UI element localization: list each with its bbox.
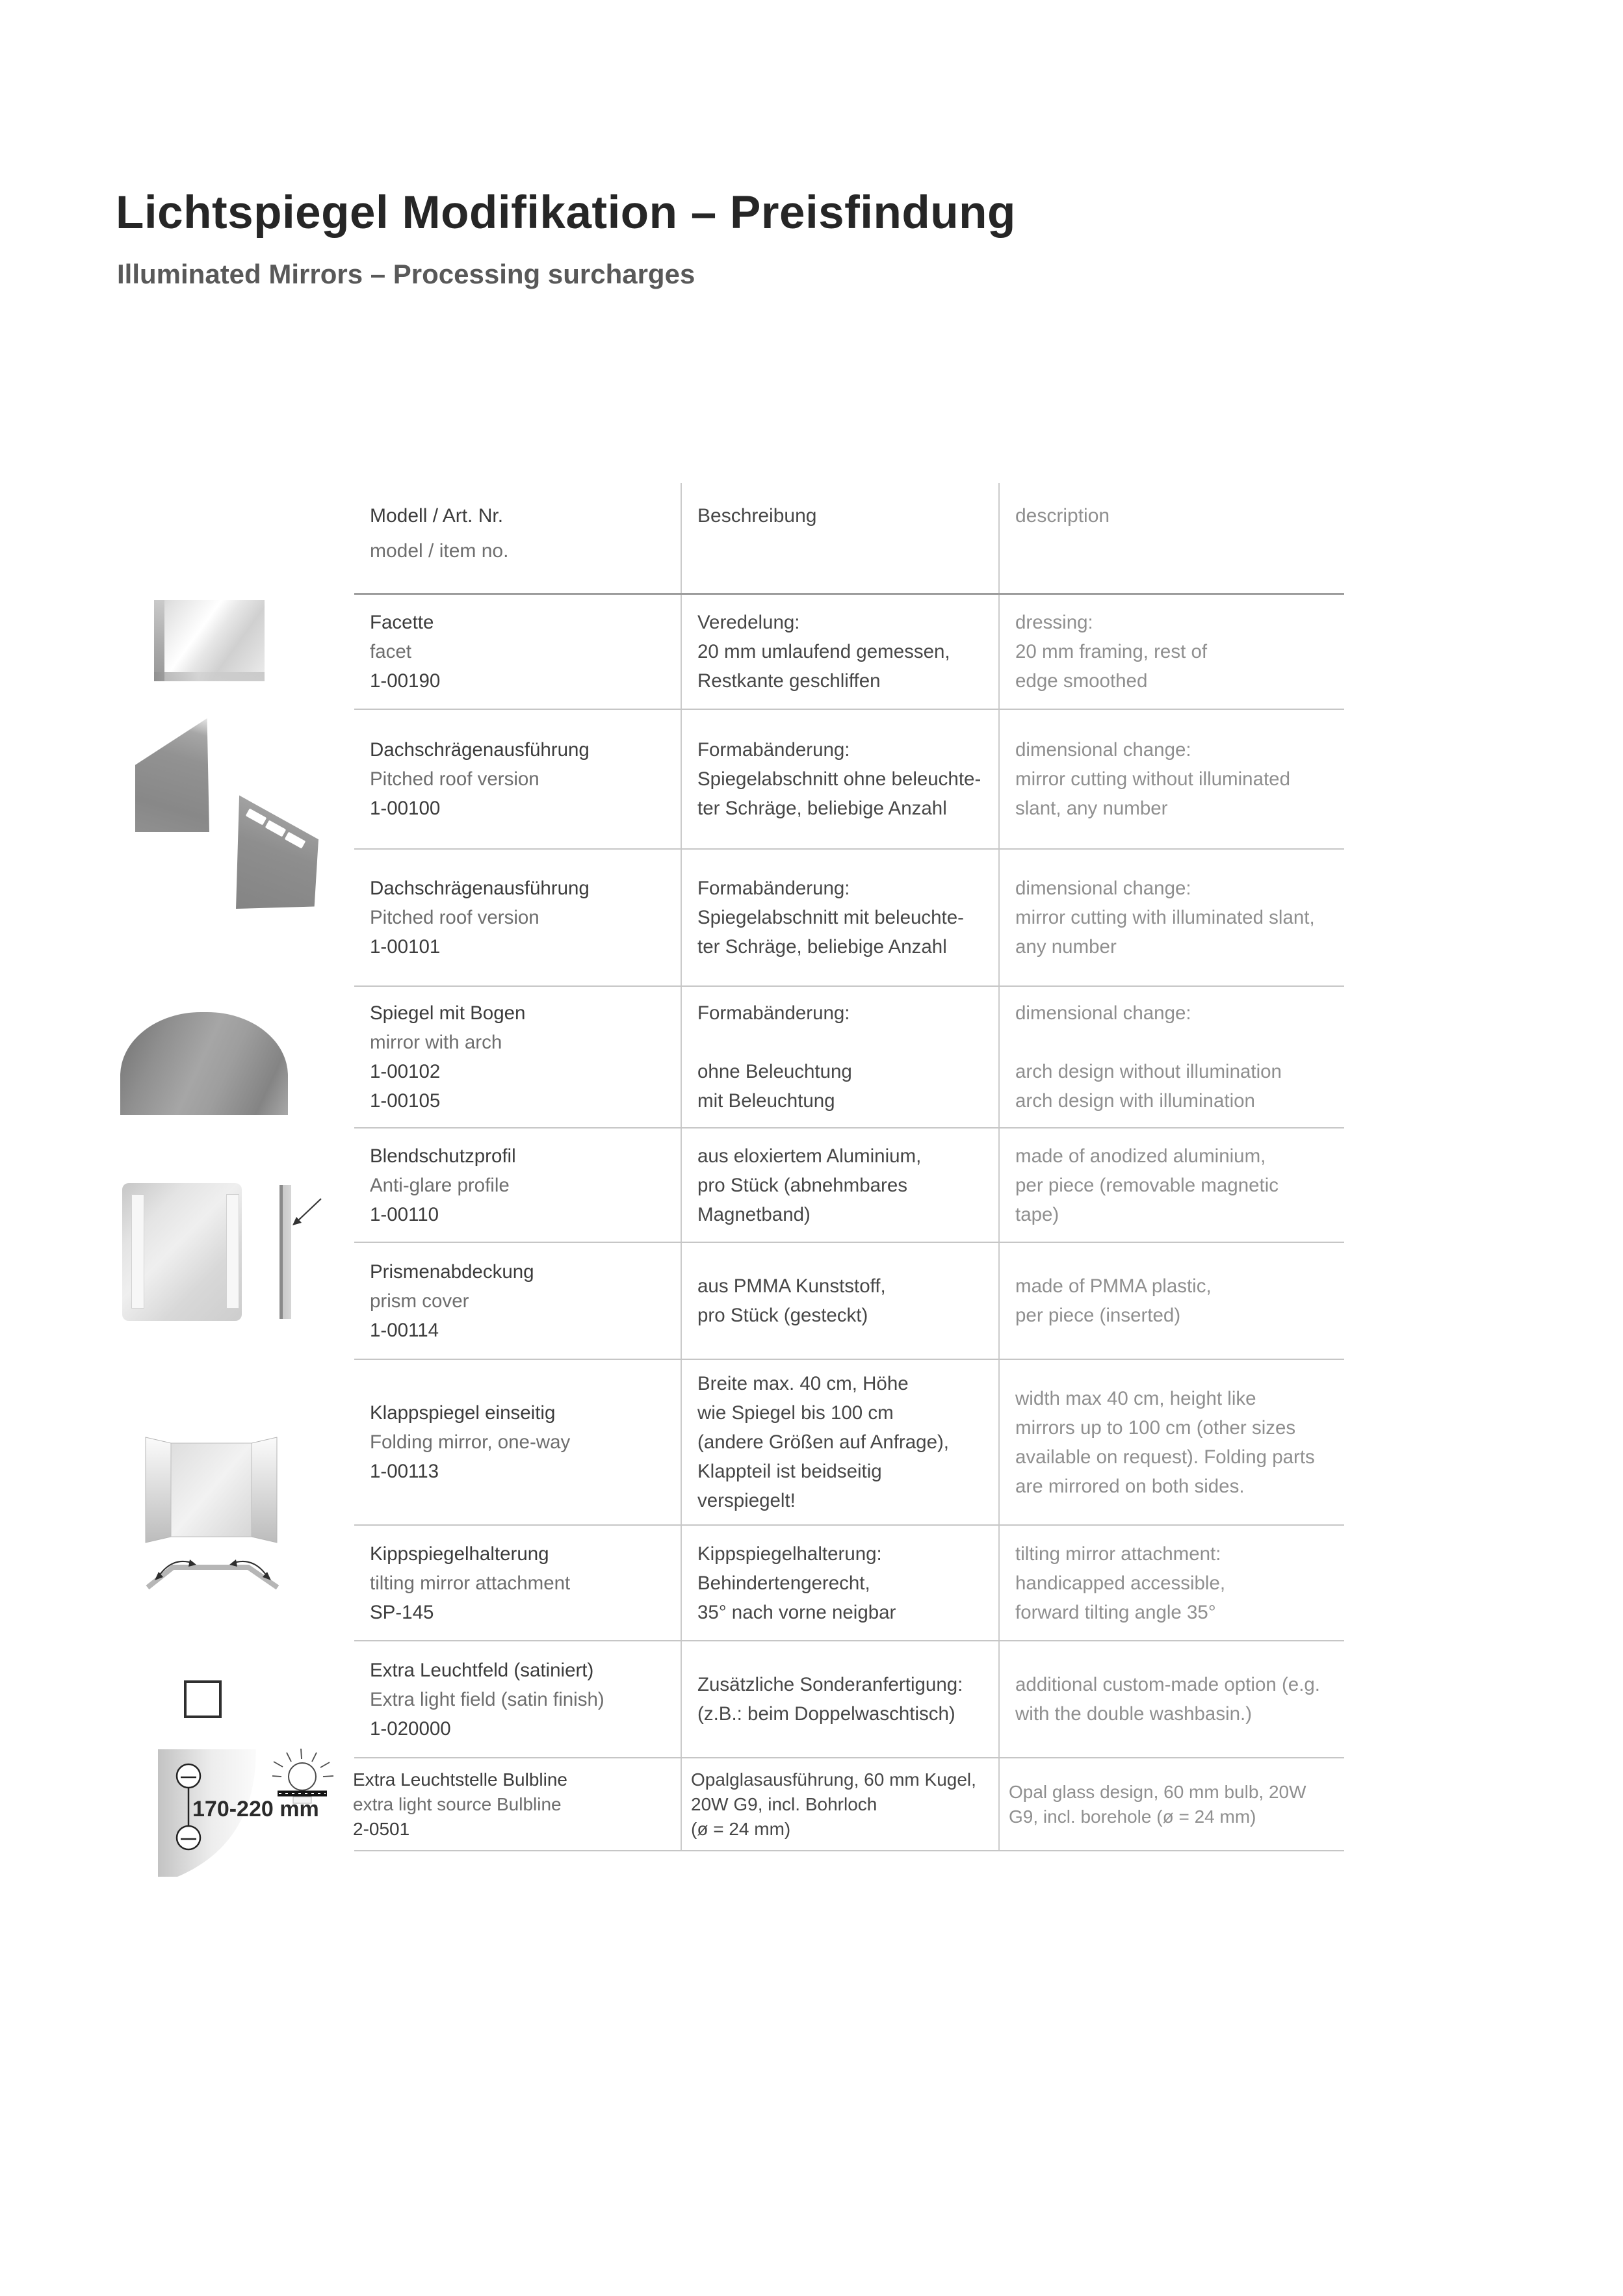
text-line: 1-020000 — [370, 1717, 451, 1740]
cell-desc — [998, 1128, 1344, 1242]
text-line: tilting mirror attachment — [370, 1572, 571, 1594]
cell-besch — [681, 850, 998, 985]
table-row — [354, 850, 1344, 987]
cell-desc — [998, 1243, 1344, 1359]
text-line: Extra Leuchtfeld (satiniert) — [370, 1659, 594, 1681]
text-line: aus PMMA Kunststoff, — [697, 1275, 886, 1297]
table-row — [354, 1758, 1344, 1851]
text-line: 1-00101 — [370, 936, 441, 958]
text-line: Opalglasausführung, 60 mm Kugel, — [691, 1769, 976, 1790]
text-line: Restkante geschliffen — [697, 670, 881, 692]
text-line: Klappteil ist beidseitig — [697, 1461, 882, 1482]
text-line: ter Schräge, beliebige Anzahl — [697, 798, 947, 819]
cell-model — [354, 1641, 681, 1757]
text-line: ohne Beleuchtung — [697, 1061, 852, 1082]
text-line: dimensional change: — [1015, 878, 1191, 899]
cell-desc — [998, 850, 1344, 985]
text-line: dimensional change: — [1015, 1002, 1191, 1024]
cell-besch — [681, 1758, 998, 1850]
cell-model — [354, 1360, 681, 1524]
text-line: Pitched roof version — [370, 768, 539, 790]
text-line: verspiegelt! — [697, 1490, 796, 1511]
text-line: slant, any number — [1015, 798, 1168, 819]
arrow-icon — [286, 1195, 326, 1231]
text-line: Formabänderung: — [697, 878, 850, 899]
text-line: Opal glass design, 60 mm bulb, 20W — [1009, 1781, 1306, 1802]
text-line: Kippspiegelhalterung: — [697, 1543, 882, 1565]
text-line: ter Schräge, beliebige Anzahl — [697, 936, 947, 958]
text-line: pro Stück (gesteckt) — [697, 1305, 868, 1326]
anti-glare-profile-mirror-image — [122, 1183, 330, 1323]
text-line: prism cover — [370, 1290, 469, 1312]
arch-mirror-image — [120, 1012, 288, 1115]
text-line: Anti-glare profile — [370, 1174, 510, 1196]
text-line: Klappspiegel einseitig — [370, 1402, 556, 1424]
pitched-roof-mirror-image — [135, 718, 209, 832]
cell-model — [354, 1243, 681, 1359]
text-line: dressing: — [1015, 612, 1093, 633]
text-line: G9, incl. borehole (ø = 24 mm) — [1009, 1806, 1256, 1827]
text-line: 20 mm umlaufend gemessen, — [697, 641, 950, 662]
text-line: Magnetband) — [697, 1203, 811, 1225]
table-row — [354, 1128, 1344, 1243]
cell-desc — [998, 1526, 1344, 1640]
text-line: mirror cutting without illuminated — [1015, 768, 1290, 790]
table-row — [354, 987, 1344, 1128]
cell-desc — [998, 1758, 1344, 1850]
header-beschreibung: Beschreibung — [697, 505, 817, 527]
text-line: per piece (inserted) — [1015, 1305, 1181, 1326]
light-strip-icon — [285, 832, 306, 849]
text-line: additional custom-made option (e.g. — [1015, 1674, 1320, 1695]
text-line: aus eloxiertem Aluminium, — [697, 1145, 922, 1167]
text-line — [1015, 1028, 1334, 1057]
cell-desc — [998, 1641, 1344, 1757]
text-line: 1-00110 — [370, 1203, 439, 1225]
text-line: arch design with illumination — [1015, 1090, 1255, 1112]
text-line: mirrors up to 100 cm (other sizes — [1015, 1416, 1296, 1439]
text-line: (ø = 24 mm) — [691, 1818, 791, 1839]
text-line: per piece (removable magnetic — [1015, 1174, 1279, 1196]
cell-besch — [681, 1243, 998, 1359]
light-strip-icon — [246, 809, 267, 826]
text-line: width max 40 cm, height like — [1015, 1387, 1256, 1409]
text-line: Facette — [370, 612, 434, 633]
text-line: forward tilting angle 35° — [1015, 1601, 1216, 1623]
text-line: Spiegelabschnitt ohne beleuchte- — [697, 768, 981, 790]
pitched-roof-illuminated-mirror-image — [236, 793, 318, 909]
cell-besch — [681, 1360, 998, 1524]
text-line: 1-00190 — [370, 670, 441, 692]
text-line: extra light source Bulbline — [353, 1794, 562, 1814]
cell-model — [354, 1128, 681, 1242]
text-line: 20W G9, incl. Bohrloch — [691, 1794, 877, 1814]
text-line: Spiegel mit Bogen — [370, 1002, 526, 1024]
text-line: are mirrored on both sides. — [1015, 1475, 1245, 1497]
text-line: Extra light field (satin finish) — [370, 1688, 604, 1710]
text-line: facet — [370, 641, 411, 662]
header-model-en: model / item no. — [370, 540, 509, 562]
text-line: 1-00100 — [370, 798, 441, 819]
cell-model — [354, 595, 681, 709]
text-line: Dachschrägenausführung — [370, 739, 590, 761]
text-line: mirror with arch — [370, 1032, 502, 1053]
text-line: made of PMMA plastic, — [1015, 1275, 1212, 1297]
text-line: 35° nach vorne neigbar — [697, 1601, 896, 1623]
text-line: 1-00102 — [370, 1061, 441, 1082]
header-cell-model — [354, 483, 681, 593]
header-description: description — [1015, 505, 1110, 527]
tilting-mirror-diagram — [143, 1550, 283, 1593]
header-cell-beschreibung — [681, 483, 998, 593]
text-line: wie Spiegel bis 100 cm — [697, 1402, 894, 1424]
text-line: 1-00114 — [370, 1319, 439, 1341]
text-line: Pitched roof version — [370, 907, 539, 928]
text-line: handicapped accessible, — [1015, 1572, 1226, 1594]
text-line: (andere Größen auf Anfrage), — [697, 1431, 950, 1453]
cell-model — [354, 987, 681, 1127]
text-line: arch design without illumination — [1015, 1061, 1282, 1082]
text-line: Behindertengerecht, — [697, 1572, 870, 1594]
cell-besch — [681, 1128, 998, 1242]
light-strip-icon — [226, 1194, 239, 1309]
table-row — [354, 1641, 1344, 1758]
table-row — [354, 1360, 1344, 1526]
text-line: Formabänderung: — [697, 739, 850, 761]
page-subtitle: Illuminated Mirrors – Processing surcharges — [117, 259, 695, 289]
cell-desc — [998, 1360, 1344, 1524]
text-line: 1-00105 — [370, 1090, 441, 1112]
text-line: SP-145 — [370, 1601, 434, 1623]
text-line: any number — [1015, 936, 1117, 958]
cell-desc — [998, 987, 1344, 1127]
text-line: Prismenabdeckung — [370, 1260, 534, 1283]
text-line: mirror cutting with illuminated slant, — [1015, 907, 1315, 928]
text-line: Veredelung: — [697, 612, 800, 633]
cell-besch — [681, 595, 998, 709]
extra-light-field-square-image — [184, 1680, 222, 1718]
text-line: (z.B.: beim Doppelwaschtisch) — [697, 1703, 955, 1725]
header-cell-description — [998, 483, 1344, 593]
table-body — [354, 595, 1344, 1851]
text-line: Extra Leuchtstelle Bulbline — [353, 1769, 567, 1790]
table-header — [354, 483, 1344, 595]
text-line: Folding mirror, one-way — [370, 1431, 571, 1453]
text-line: Dachschrägenausführung — [370, 878, 590, 899]
text-line: made of anodized aluminium, — [1015, 1145, 1266, 1167]
text-line: pro Stück (abnehmbares — [697, 1174, 908, 1196]
cell-besch — [681, 710, 998, 848]
light-strip-icon — [265, 820, 287, 837]
text-line: mit Beleuchtung — [697, 1090, 835, 1112]
text-line: with the double washbasin.) — [1015, 1703, 1253, 1725]
header-model-de: Modell / Art. Nr. — [370, 505, 504, 527]
text-line: Spiegelabschnitt mit beleuchte- — [697, 907, 964, 928]
cell-model — [344, 1758, 670, 1850]
facet-mirror-image — [154, 600, 265, 681]
text-line: Breite max. 40 cm, Höhe — [697, 1373, 909, 1394]
text-line: edge smoothed — [1015, 670, 1148, 692]
text-line: tape) — [1015, 1203, 1059, 1225]
text-line: dimensional change: — [1015, 739, 1191, 761]
cell-model — [354, 850, 681, 985]
bulb-icon — [272, 1749, 333, 1803]
table-row — [354, 1526, 1344, 1641]
text-line: tilting mirror attachment: — [1015, 1543, 1221, 1565]
table-row — [354, 1243, 1344, 1360]
cell-model — [354, 710, 681, 848]
table-row — [354, 595, 1344, 710]
bulbline-dimension-label: 170-220 mm — [192, 1797, 319, 1821]
table-row — [354, 710, 1344, 850]
text-line: available on request). Folding parts — [1015, 1446, 1315, 1468]
folding-mirror-image — [144, 1435, 278, 1545]
cell-besch — [681, 987, 998, 1127]
cell-besch — [681, 1526, 998, 1640]
cell-desc — [998, 710, 1344, 848]
text-line: 20 mm framing, rest of — [1015, 641, 1208, 662]
page-title: Lichtspiegel Modifikation – Preisfindung — [116, 187, 1016, 239]
cell-desc — [998, 595, 1344, 709]
text-line: Kippspiegelhalterung — [370, 1543, 549, 1565]
cell-model — [354, 1526, 681, 1640]
cell-besch — [681, 1641, 998, 1757]
light-strip-icon — [131, 1194, 144, 1309]
text-line: Zusätzliche Sonderanfertigung: — [697, 1674, 963, 1695]
surcharge-table — [354, 483, 1344, 1851]
text-line: Blendschutzprofil — [370, 1145, 516, 1167]
text-line — [697, 1028, 988, 1057]
text-line: 2-0501 — [353, 1818, 410, 1839]
text-line: 1-00113 — [370, 1461, 439, 1482]
text-line: Formabänderung: — [697, 1002, 850, 1024]
